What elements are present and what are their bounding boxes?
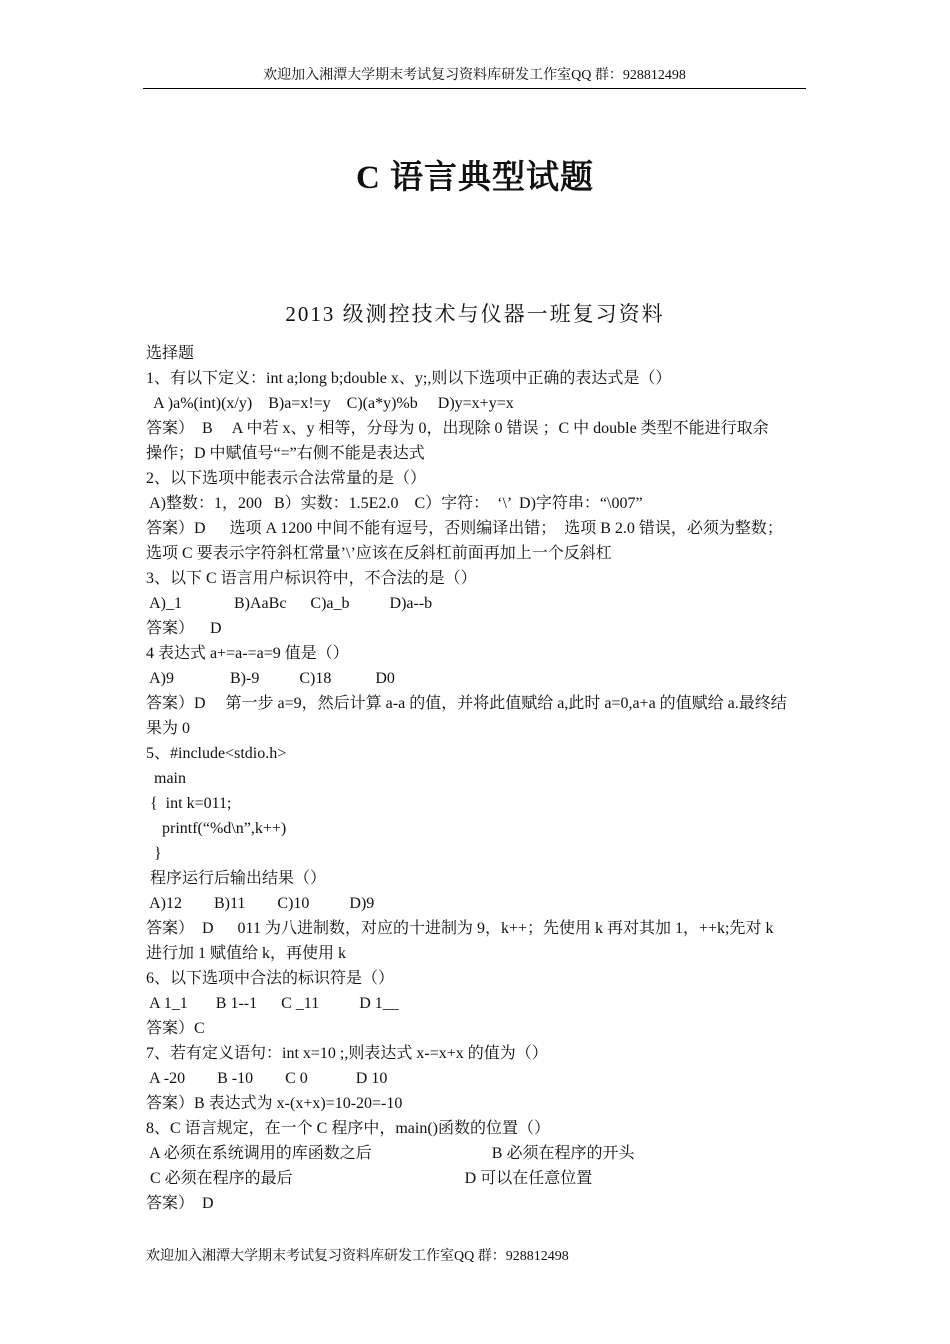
body-line: 答案）B 表达式为 x-(x+x)=10-20=-10	[146, 1095, 403, 1112]
page-footer: 欢迎加入湘潭大学期末考试复习资料库研发工作室QQ 群：928812498	[146, 1249, 569, 1264]
body-line: }	[146, 845, 162, 862]
body-line: A)12 B)11 C)10 D)9	[146, 895, 375, 912]
document-subtitle: 2013 级测控技术与仪器一班复习资料	[285, 302, 665, 326]
body-line: 8、C 语言规定，在一个 C 程序中，main()函数的位置（）	[146, 1120, 550, 1137]
body-line: 6、以下选项中合法的标识符是（）	[146, 970, 395, 987]
body-line: A )a%(int)(x/y) B)a=x!=y C)(a*y)%b D)y=x+y=x	[146, 395, 514, 412]
body-line: A)9 B)-9 C)18 D0	[146, 670, 395, 687]
body-line: 果为 0	[146, 720, 191, 737]
body-line: 2、以下选项中能表示合法常量的是（）	[146, 470, 427, 487]
body-line: A 1_1 B 1--1 C _11 D 1__	[146, 995, 399, 1012]
body-line: 4 表达式 a+=a-=a=9 值是（）	[146, 645, 349, 662]
body-line: 程序运行后输出结果（）	[146, 870, 327, 887]
body-line: 答案）C	[146, 1020, 205, 1037]
body-line: A)整数：1，200 B）实数：1.5E2.0 C）字符： ‘\’ D)字符串：“\007”	[146, 495, 643, 512]
body-line: 进行加 1 赋值给 k，再使用 k	[146, 945, 347, 962]
body-line: 选项 C 要表示字符斜杠常量’\’应该在反斜杠前面再加上一个反斜杠	[146, 545, 612, 562]
body-line: { int k=011;	[146, 795, 232, 812]
body-line: 答案） B A 中若 x、y 相等，分母为 0，出现除 0 错误 ；C 中 double 类型不能进行取余	[146, 420, 769, 437]
page-header: 欢迎加入湘潭大学期末考试复习资料库研发工作室QQ 群：928812498	[143, 66, 806, 89]
body-line: 答案） D	[146, 620, 222, 637]
body-line: 答案）D 第一步 a=9，然后计算 a-a 的值，并将此值赋给 a,此时 a=0,a+a 的值赋给 a.最终结	[146, 695, 787, 712]
body-line: 7、若有定义语句：int x=10 ;,则表达式 x-=x+x 的值为（）	[146, 1045, 548, 1062]
body-line: 操作；D 中赋值号“=”右侧不能是表达式	[146, 445, 425, 462]
body-line: 5、#include<stdio.h>	[146, 745, 287, 762]
body-line: C 必须在程序的最后 D 可以在任意位置	[146, 1170, 593, 1187]
body-line: A 必须在系统调用的库函数之后 B 必须在程序的开头	[146, 1145, 635, 1162]
body-line: A)_1 B)AaBc C)a_b D)a--b	[146, 595, 433, 612]
body-line: A -20 B -10 C 0 D 10	[146, 1070, 388, 1087]
body-line: main	[146, 770, 186, 787]
body-line: printf(“%d\n”,k++)	[146, 820, 287, 837]
document-title: C 语言典型试题	[355, 160, 595, 196]
document-body	[146, 341, 818, 1216]
body-line: 选择题	[146, 345, 195, 362]
body-line: 答案）D 选项 A 1200 中间不能有逗号，否则编译出错； 选项 B 2.0 错误，必须为整数；	[146, 520, 783, 537]
body-line: 1、有以下定义：int a;long b;double x、y;,则以下选项中正确的表达式是（）	[146, 370, 672, 387]
body-line: 3、以下 C 语言用户标识符中，不合法的是（）	[146, 570, 477, 587]
body-line: 答案） D	[146, 1195, 214, 1212]
body-line: 答案） D 011 为八进制数，对应的十进制为 9，k++；先使用 k 再对其加 1，++k;先对 k	[146, 920, 774, 937]
